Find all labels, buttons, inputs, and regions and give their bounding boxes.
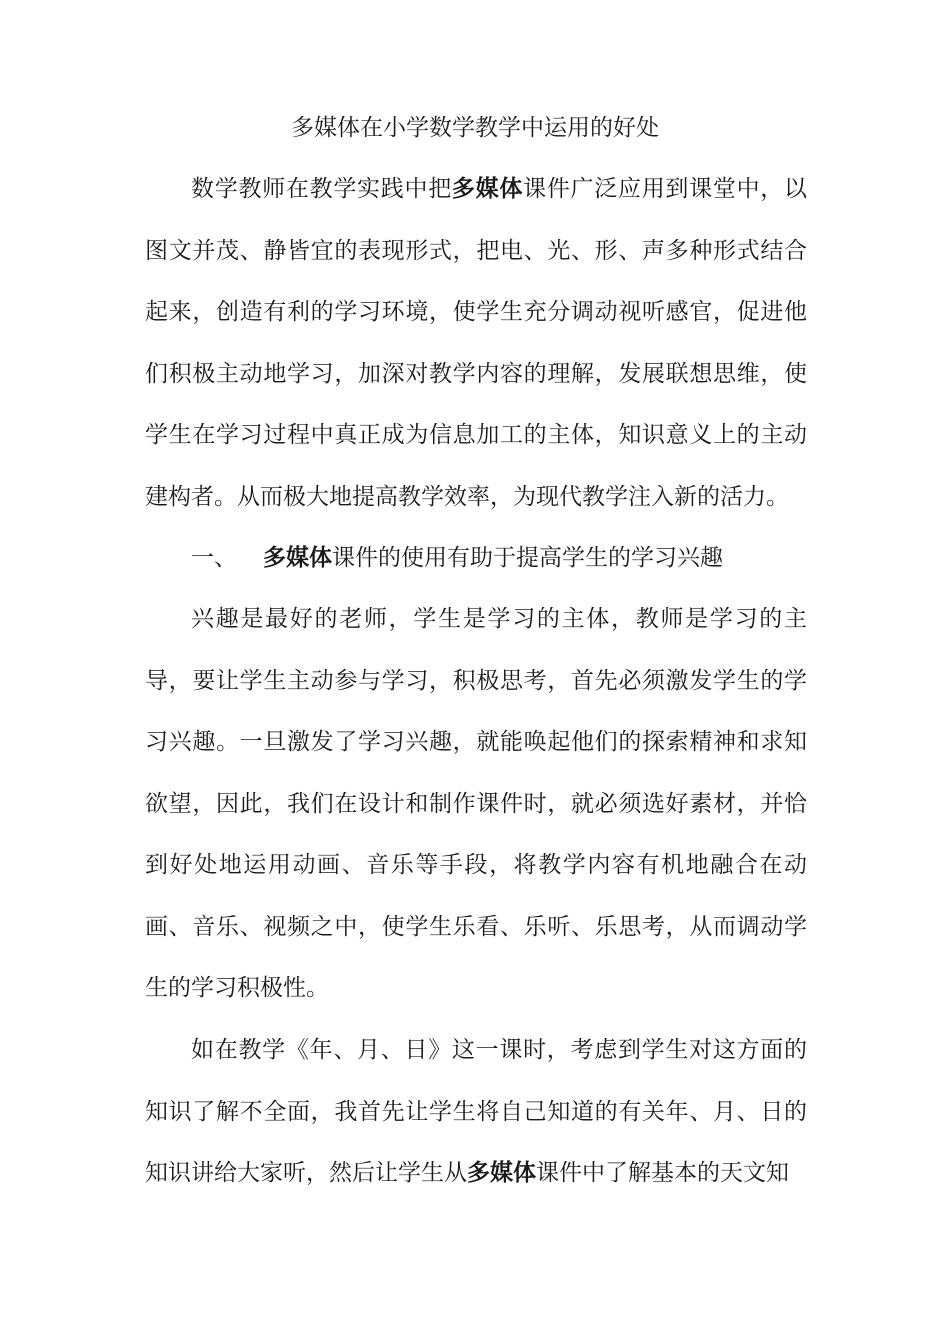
paragraph-example (145, 1020, 807, 1205)
paragraph-intro-text-before: 数学教师在教学实践中把 (191, 176, 452, 202)
paragraph-example-text-after: 课件中了解基本的天文知 (536, 1160, 789, 1186)
paragraph-example-text-before: 如在教学《年、月、日》这一课时，考虑到学生对这方面的知识了解不全面，我首先让学生将自己知道的有关年、月、日的知识讲给大家听，然后让学生从 (145, 1037, 807, 1186)
document-title: 多媒体在小学数学教学中运用的好处 (291, 115, 659, 141)
keyword-multimedia-2: 多媒体 (467, 1160, 536, 1186)
keyword-multimedia: 多媒体 (451, 176, 524, 202)
paragraph-intro (145, 159, 807, 528)
section-heading-keyword: 多媒体 (263, 545, 332, 571)
paragraph-intro-text-after: 课件广泛应用到课堂中，以图文并茂、静皆宜的表现形式，把电、光、形、声多种形式结合起来，创造有利的学习环境，使学生充分调动视听感官，促进他们积极主动地学习，加深对教学内容的理解，发展联想思维，使学生在学习过程中真正成为信息加工的主体，知识意义上的主动建构者。从而极大地提高教学效率，为现代教学注入新的活力。 (145, 176, 808, 510)
section-heading-1 (191, 528, 811, 590)
paragraph-interest: 兴趣是最好的老师，学生是学习的主体，教师是学习的主导，要让学生主动参与学习，积极思考，首先必须激发学生的学习兴趣。一旦激发了学习兴趣，就能唤起他们的探索精神和求知欲望，因此，我们在设计和制作课件时，就必须选好素材，并恰到好处地运用动画、音乐等手段，将教学内容有机地融合在动画、音乐、视频之中，使学生乐看、乐听、乐思考，从而调动学生的学习积极性。 (145, 606, 807, 1001)
section-number: 一、 (191, 545, 237, 571)
section-heading-text: 课件的使用有助于提高学生的学习兴趣 (332, 545, 723, 571)
